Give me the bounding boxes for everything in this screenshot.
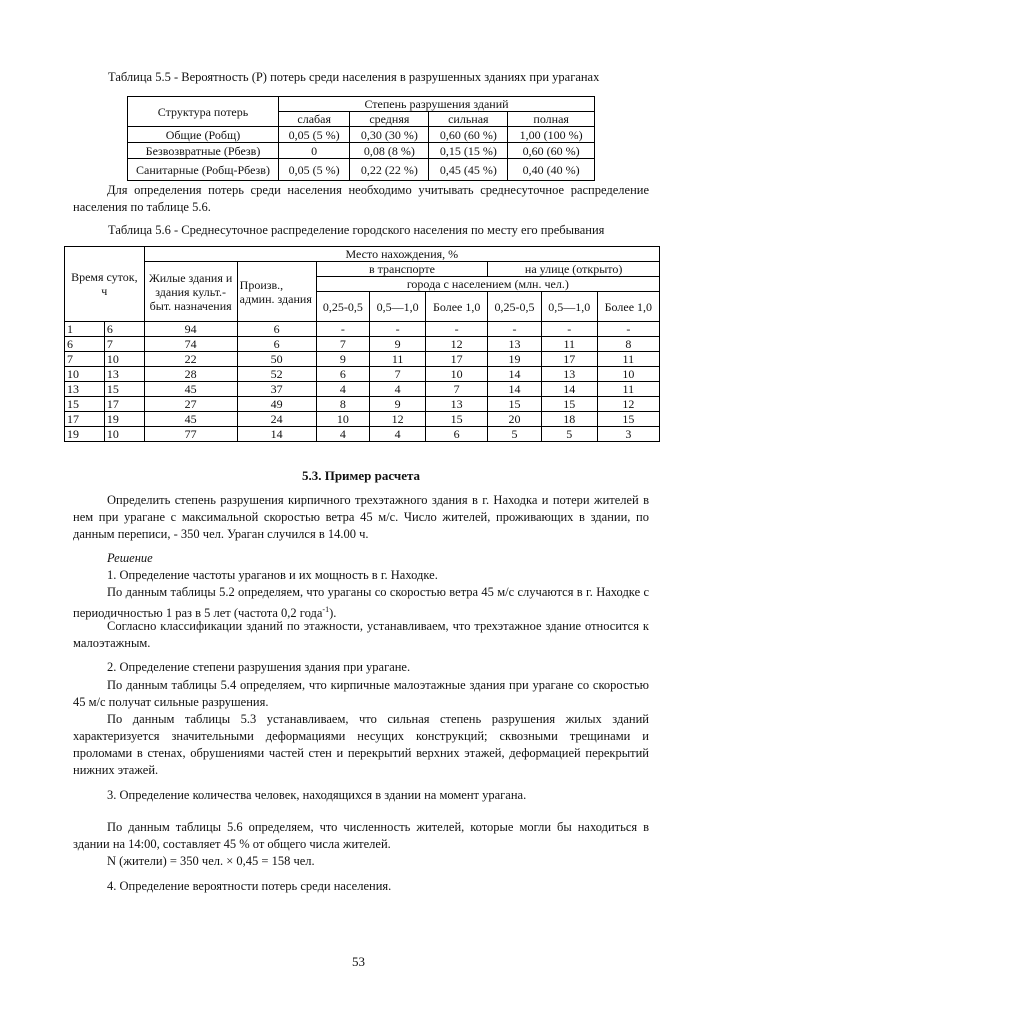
table56-cell: 13 bbox=[488, 337, 542, 352]
paragraph-1 bbox=[73, 584, 649, 622]
table56-cell: 3 bbox=[597, 427, 659, 442]
table56-cell: 11 bbox=[597, 382, 659, 397]
table56-cell: 13 bbox=[541, 367, 597, 382]
step-1: 1. Определение частоты ураганов и их мощность в г. Находке. bbox=[107, 568, 438, 582]
table56-cell: 18 bbox=[541, 412, 597, 427]
table55-cell: Санитарные (Робщ-Рбезв) bbox=[128, 159, 279, 181]
table55-row bbox=[128, 159, 595, 181]
step-4: 4. Определение вероятности потерь среди населения. bbox=[107, 879, 392, 893]
paragraph-1-sup: -1 bbox=[322, 605, 330, 614]
table55-cell: 0,60 (60 %) bbox=[429, 127, 508, 143]
intro-paragraph: Для определения потерь среди населения необходимо учитывать среднесуточное распределение населения по таблице 5.6. bbox=[73, 183, 649, 214]
table56-cell: 13 bbox=[426, 397, 488, 412]
solution-label: Решение bbox=[107, 551, 153, 565]
table56-cell: - bbox=[541, 322, 597, 337]
table56-cell: 9 bbox=[370, 397, 426, 412]
table56-cell: 15 bbox=[65, 397, 105, 412]
table56-cell: 10 bbox=[316, 412, 370, 427]
table55-caption: Таблица 5.5 - Вероятность (Р) потерь среди населения в разрушенных зданиях при ураганах bbox=[108, 70, 600, 84]
table56-cell: 14 bbox=[541, 382, 597, 397]
table56-cell: 77 bbox=[144, 427, 237, 442]
table55-cell: 1,00 (100 %) bbox=[508, 127, 595, 143]
table56-cell: 12 bbox=[370, 412, 426, 427]
table56-cell: 6 bbox=[316, 367, 370, 382]
table56-cell: 10 bbox=[597, 367, 659, 382]
table56-cell: 6 bbox=[237, 322, 316, 337]
table56-cell: 9 bbox=[316, 352, 370, 367]
table56-cell: 6 bbox=[65, 337, 105, 352]
table56-cell: 1 bbox=[65, 322, 105, 337]
table56-cell: 10 bbox=[426, 367, 488, 382]
paragraph-1-end: ). bbox=[329, 606, 337, 621]
table56-cell: 28 bbox=[144, 367, 237, 382]
table55-cell: Общие (Робщ) bbox=[128, 127, 279, 143]
table56-cell: 10 bbox=[65, 367, 105, 382]
table56-cell: - bbox=[370, 322, 426, 337]
table56-cell: - bbox=[488, 322, 542, 337]
table56-cell: 11 bbox=[597, 352, 659, 367]
table55-cell: 0,22 (22 %) bbox=[350, 159, 429, 181]
formula: N (жители) = 350 чел. × 0,45 = 158 чел. bbox=[107, 854, 315, 868]
table56-subhead: Более 1,0 bbox=[426, 292, 488, 322]
table56-cell: 13 bbox=[104, 367, 144, 382]
table56-cell: 37 bbox=[237, 382, 316, 397]
paragraph-4: По данным таблицы 5.3 устанавливаем, что сильная степень разрушения жилых зданий характеризуется значительными деформациями несущих конструкций; сквозными трещинами и проломами в стенах, обрушениями частей стен и перекрытий верхних этажей, деформацией перекрытий нижних этажей. bbox=[73, 712, 649, 777]
table56-cell: 15 bbox=[541, 397, 597, 412]
table56-cell: 4 bbox=[316, 382, 370, 397]
table55-cell: 0,60 (60 %) bbox=[508, 143, 595, 159]
table56-cell: 15 bbox=[488, 397, 542, 412]
table56-cell: 17 bbox=[541, 352, 597, 367]
step-3: 3. Определение количества человек, находящихся в здании на момент урагана. bbox=[107, 788, 527, 802]
table56-head-transport: в транспорте bbox=[316, 262, 488, 277]
table56 bbox=[64, 246, 660, 442]
table55-degree: полная bbox=[508, 112, 595, 127]
table56-cell: 22 bbox=[144, 352, 237, 367]
table55 bbox=[127, 96, 595, 181]
table56-cell: 7 bbox=[65, 352, 105, 367]
table55-cell: 0,05 (5 %) bbox=[279, 159, 350, 181]
table56-subhead: 0,25-0,5 bbox=[316, 292, 370, 322]
table56-row bbox=[65, 382, 660, 397]
table56-cell: 14 bbox=[237, 427, 316, 442]
table55-cell: 0,30 (30 %) bbox=[350, 127, 429, 143]
table55-head-structure: Структура потерь bbox=[128, 97, 279, 127]
table55-degree: сильная bbox=[429, 112, 508, 127]
paragraph-5: По данным таблицы 5.6 определяем, что численность жителей, которые могли бы находиться в здании на 14:00, составляет 45 % от общего числа жителей. bbox=[73, 820, 649, 851]
table56-cell: 7 bbox=[316, 337, 370, 352]
table56-cell: 19 bbox=[65, 427, 105, 442]
table56-cell: 94 bbox=[144, 322, 237, 337]
table56-row bbox=[65, 322, 660, 337]
table56-cell: 11 bbox=[541, 337, 597, 352]
table56-cell: 4 bbox=[370, 427, 426, 442]
table55-cell: 0,45 (45 %) bbox=[429, 159, 508, 181]
table56-cell: 45 bbox=[144, 382, 237, 397]
table56-head-residential: Жилые здания и здания культ.-быт. назначения bbox=[144, 262, 237, 322]
table55-cell: Безвозвратные (Рбезв) bbox=[128, 143, 279, 159]
table56-cell: 19 bbox=[104, 412, 144, 427]
table56-cell: 7 bbox=[370, 367, 426, 382]
paragraph-1-text: По данным таблицы 5.2 определяем, что ураганы со скоростью ветра 45 м/с случаются в г. Находке с периодичностью 1 раз в 5 лет (частота 0,2 года bbox=[73, 585, 649, 621]
table56-subhead: 0,5—1,0 bbox=[541, 292, 597, 322]
table56-cell: 7 bbox=[426, 382, 488, 397]
table56-cell: 10 bbox=[104, 427, 144, 442]
table56-subhead: Более 1,0 bbox=[597, 292, 659, 322]
table56-cell: 17 bbox=[65, 412, 105, 427]
table56-cell: 4 bbox=[316, 427, 370, 442]
table56-cell: - bbox=[316, 322, 370, 337]
table56-cell: 5 bbox=[541, 427, 597, 442]
table56-head-place: Место нахождения, % bbox=[144, 247, 659, 262]
table55-row bbox=[128, 127, 595, 143]
table56-cell: 45 bbox=[144, 412, 237, 427]
table56-cell: 6 bbox=[426, 427, 488, 442]
table56-head-street: на улице (открыто) bbox=[488, 262, 660, 277]
step-2: 2. Определение степени разрушения здания при урагане. bbox=[107, 660, 411, 674]
table55-cell: 0 bbox=[279, 143, 350, 159]
table56-head-production: Произв., админ. здания bbox=[237, 262, 316, 322]
table55-cell: 0,40 (40 %) bbox=[508, 159, 595, 181]
table55-row bbox=[128, 143, 595, 159]
table56-row bbox=[65, 427, 660, 442]
table56-caption: Таблица 5.6 - Среднесуточное распределение городского населения по месту его пребывания bbox=[108, 223, 605, 237]
task-paragraph: Определить степень разрушения кирпичного трехэтажного здания в г. Находка и потери жителей в нем при урагане с максимальной скоростью ветра 45 м/с. Число жителей, проживающих в здании, по данным переписи, - 350 чел. Ураган случился в 14.00 ч. bbox=[73, 493, 649, 541]
table56-cell: 6 bbox=[237, 337, 316, 352]
table56-cell: 49 bbox=[237, 397, 316, 412]
table56-cell: 15 bbox=[597, 412, 659, 427]
table56-cell: 24 bbox=[237, 412, 316, 427]
table56-row bbox=[65, 352, 660, 367]
section-title: 5.3. Пример расчета bbox=[301, 468, 421, 483]
table56-cell: 17 bbox=[426, 352, 488, 367]
table56-cell: 5 bbox=[488, 427, 542, 442]
table56-cell: - bbox=[426, 322, 488, 337]
page-number: 53 bbox=[352, 954, 365, 969]
table55-degree: средняя bbox=[350, 112, 429, 127]
table56-subhead: 0,25-0,5 bbox=[488, 292, 542, 322]
table56-row bbox=[65, 412, 660, 427]
table56-cell: 20 bbox=[488, 412, 542, 427]
table56-cell: 13 bbox=[65, 382, 105, 397]
table56-row bbox=[65, 397, 660, 412]
table55-cell: 0,15 (15 %) bbox=[429, 143, 508, 159]
table56-cell: - bbox=[597, 322, 659, 337]
table56-cell: 14 bbox=[488, 367, 542, 382]
table56-cell: 7 bbox=[104, 337, 144, 352]
table55-cell: 0,05 (5 %) bbox=[279, 127, 350, 143]
table56-row bbox=[65, 367, 660, 382]
table56-cell: 9 bbox=[370, 337, 426, 352]
table56-cell: 14 bbox=[488, 382, 542, 397]
table55-cell: 0,08 (8 %) bbox=[350, 143, 429, 159]
paragraph-2: Согласно классификации зданий по этажности, устанавливаем, что трехэтажное здание относится к малоэтажным. bbox=[73, 619, 649, 650]
table56-cell: 74 bbox=[144, 337, 237, 352]
table56-head-cities: города с населением (млн. чел.) bbox=[316, 277, 659, 292]
table56-cell: 4 bbox=[370, 382, 426, 397]
table56-cell: 17 bbox=[104, 397, 144, 412]
table56-cell: 27 bbox=[144, 397, 237, 412]
paragraph-3: По данным таблицы 5.4 определяем, что кирпичные малоэтажные здания при урагане со скоростью 45 м/с получат сильные разрушения. bbox=[73, 678, 649, 709]
table56-cell: 10 bbox=[104, 352, 144, 367]
table56-cell: 12 bbox=[597, 397, 659, 412]
table55-head-degree: Степень разрушения зданий bbox=[279, 97, 595, 112]
table56-cell: 15 bbox=[426, 412, 488, 427]
table56-cell: 8 bbox=[316, 397, 370, 412]
table56-subhead: 0,5—1,0 bbox=[370, 292, 426, 322]
table55-degree: слабая bbox=[279, 112, 350, 127]
table56-cell: 11 bbox=[370, 352, 426, 367]
table56-head-time: Время суток, ч bbox=[65, 247, 145, 322]
table56-cell: 50 bbox=[237, 352, 316, 367]
table56-cell: 8 bbox=[597, 337, 659, 352]
table56-cell: 15 bbox=[104, 382, 144, 397]
table56-row bbox=[65, 337, 660, 352]
table56-cell: 52 bbox=[237, 367, 316, 382]
table56-cell: 12 bbox=[426, 337, 488, 352]
table56-cell: 19 bbox=[488, 352, 542, 367]
table56-cell: 6 bbox=[104, 322, 144, 337]
